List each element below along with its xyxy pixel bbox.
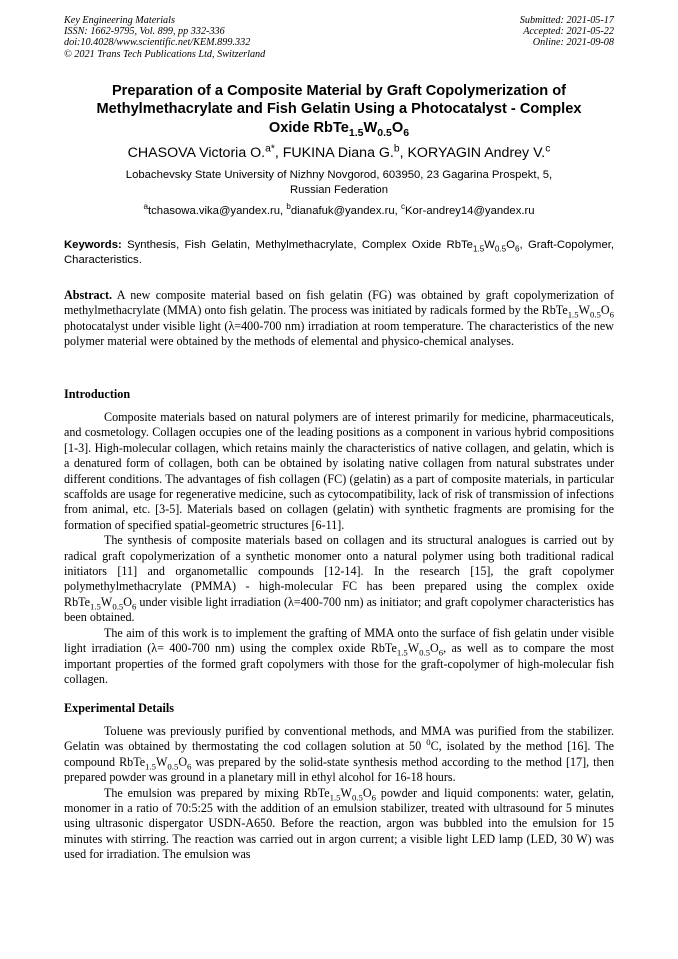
author-mark: c — [545, 143, 551, 155]
author-list — [64, 144, 614, 162]
title-line-1: Preparation of a Composite Material by Graft Copolymerization of — [111, 83, 567, 99]
keywords-text: Synthesis, Fish Gelatin, Methylmethacrylate, Complex Oxide RbTe — [127, 239, 473, 251]
formula-sub: 0.5 — [494, 244, 507, 254]
email-mark: a — [143, 202, 148, 212]
accepted-date: Accepted: 2021-05-22 — [523, 26, 614, 38]
introduction-body — [64, 410, 614, 687]
section-heading-experimental: Experimental Details — [64, 701, 175, 715]
paragraph-text: The emulsion was prepared by mixing — [104, 785, 299, 800]
title-line-3 — [64, 119, 614, 137]
email-mark: c — [400, 202, 405, 212]
abstract — [64, 288, 614, 350]
email-address[interactable]: tchasowa.vika@yandex.ru — [148, 205, 281, 217]
title-sub: 1.5 — [348, 126, 364, 139]
author-mark: b — [393, 143, 400, 155]
email-address[interactable]: dianafuk@yandex.ru — [290, 205, 395, 217]
paragraph — [64, 533, 614, 625]
journal-doi: doi:10.4028/www.scientific.net/KEM.899.332 — [64, 37, 251, 49]
email-mark: b — [286, 202, 291, 212]
formula-sub: 6 — [515, 244, 520, 254]
formula-sub: 1.5 — [472, 244, 485, 254]
email-separator: , — [394, 205, 401, 217]
keywords-section: Keywords: Synthesis, Fish Gelatin, Methylmethacrylate, Complex Oxide $RbTe_{1.5}W_{0.5}O_6$, Graft-Copolymer, Characteristics. — [64, 239, 615, 267]
author-mark: a* — [265, 143, 275, 155]
chem-formula: $RbTe_{1.5}W_{0.5}O_6$ — [119, 754, 192, 772]
email-address[interactable]: Kor-andrey14@yandex.ru — [405, 205, 535, 217]
keywords-text: Graft-Copolymer, Characteristics. — [64, 239, 615, 267]
author-name: FUKINA Diana G. — [282, 145, 394, 161]
title-sub: 6 — [403, 126, 410, 139]
author-name: CHASOVA Victoria O. — [127, 145, 266, 161]
paragraph — [64, 786, 614, 863]
journal-header-right — [520, 15, 614, 49]
paragraph-text: was prepared by the solid-state synthesis method according to the method [17], then prepared powder was ground in a planetary mill in ethyl alcohol for 16-18 hours. — [64, 754, 614, 785]
journal-name: Key Engineering Materials — [64, 15, 175, 26]
paragraph-text: C, isolated by the method [16]. The compound — [64, 739, 614, 769]
paragraph — [64, 724, 614, 786]
section-heading-introduction: Introduction — [64, 387, 131, 401]
journal-copyright: © 2021 Trans Tech Publications Ltd, Switzerland — [64, 48, 266, 60]
paragraph-text: , as well as to compare the most important properties of the formed graft copolymers with those for the graft-copolymer of high-molecular fish collagen. — [64, 641, 614, 686]
paragraph-text: under visible light irradiation (λ=400-700 nm) as initiator; and graft copolymer characteristics has been obtained. — [64, 594, 615, 625]
author-name: KORYAGIN Andrey V. — [407, 145, 546, 161]
author-emails — [64, 204, 614, 219]
experimental-body — [64, 724, 614, 863]
affiliation — [90, 168, 588, 198]
chem-formula: $RbTe_{1.5}W_{0.5}O_6$ — [303, 785, 376, 803]
submitted-date: Submitted: 2021-05-17 — [519, 15, 614, 26]
paragraph-text: The synthesis of composite materials based on collagen and its structural analogues is carried out by radical graft copolymerization of a synthetic monomer onto a natural polymer using both traditional radical initiators [11] and organometallic compounds [12-14]. In the research [15], the graft copolymer polymethylmethacrylate (PMMA) - high-molecular FC has been prepared using the complex oxide — [64, 533, 614, 594]
title-formula-w: W — [363, 119, 378, 136]
paragraph-text: powder and liquid components: water, gelatin, monomer in a ratio of 70:5:25 with the addition of an emulsion stabilizer, treated with ultrasound for 5 minutes using ultrasonic dispergator USDN-A650. Before the reaction, argon was bubbled into the emulsion for 15 minutes with stirring. The reaction was carried out in argon current; a visible light LED lamp (LED, 30 W) was used for irradiation. The emulsion was — [64, 785, 615, 862]
formula-part: W — [484, 239, 495, 251]
chem-formula: $RbTe_{1.5}W_{0.5}O_6$ — [370, 641, 444, 658]
paragraph — [64, 626, 614, 688]
email-separator: , — [280, 205, 287, 217]
author-separator: , — [274, 145, 283, 161]
journal-header-left — [64, 15, 265, 60]
title-line-2: Methylmethacrylate and Fish Gelatin Using a Photocatalyst - Complex — [96, 101, 582, 118]
journal-issn: ISSN: 1662-9795, Vol. 899, pp 332-336 — [64, 26, 225, 38]
online-date: Online: 2021-09-08 — [532, 37, 614, 49]
affiliation-line: Russian Federation — [290, 184, 388, 196]
chem-formula: $RbTe_{1.5}W_{0.5}O_6$ — [541, 303, 614, 320]
formula-part: O — [506, 239, 515, 251]
keywords-label: Keywords: — [64, 239, 122, 251]
abstract-text: photocatalyst under visible light (λ=400-700 nm) irradiation at room temperature. The characteristics of the new polymer material were obtained by the methods of elemental and physico-chemical analyses. — [64, 318, 614, 349]
abstract-text: A new composite material based on fish gelatin (FG) was obtained by graft copolymerization of methylmethacrylate (MMA) onto fish gelatin. The process was initiated by radicals formed by the — [64, 288, 615, 318]
paragraph-text: Toluene was previously purified by conventional methods, and MMA was purified from the stabilizer. Gelatin was obtained by thermostating the cod collagen solution at 50 — [64, 724, 614, 754]
chem-formula: $RbTe_{1.5}W_{0.5}O_6$ — [64, 594, 137, 612]
title-formula-o: O — [391, 119, 404, 136]
title-sub: 0.5 — [377, 126, 392, 139]
paragraph: Composite materials based on natural polymers are of interest primarily for medicine, pharmaceuticals, and cosmetology. Collagen occupies one of the leading positions as a component in various hybrid compositions [1-3]. High-molecular collagen, which retains mainly the characteristics of native collagen, and gelatin, which is a denatured form of collagen, both can be obtained by isolating native collagen from natural substrates under different conditions. The advantages of fish collagen (FC) (gelatin) as a part of composite materials, in particular scaffolds are usage for regenerative medicine, such as cytocompatibility, lack of risk of transmission of infections from animal, etc. [3-5]. Materials based on collagen (gelatin) with synthetic fragments are promising for the formation of specified spatial-geometric structures [6-11]. — [64, 410, 614, 532]
title-formula-rbte: Oxide RbTe — [268, 119, 349, 136]
affiliation-line: Lobachevsky State University of Nizhny Novgorod, 603950, 23 Gagarina Prospekt, 5, — [125, 169, 553, 181]
paper-title — [64, 82, 614, 137]
author-separator: , — [399, 145, 408, 161]
paragraph-text: The aim of this work is to implement the grafting of MMA onto the surface of fish gelatin under visible light irradiation (λ= 400-700 nm) using the complex oxide — [64, 625, 614, 656]
degree-sup: 0 — [426, 737, 431, 748]
abstract-label: Abstract. — [64, 288, 113, 302]
